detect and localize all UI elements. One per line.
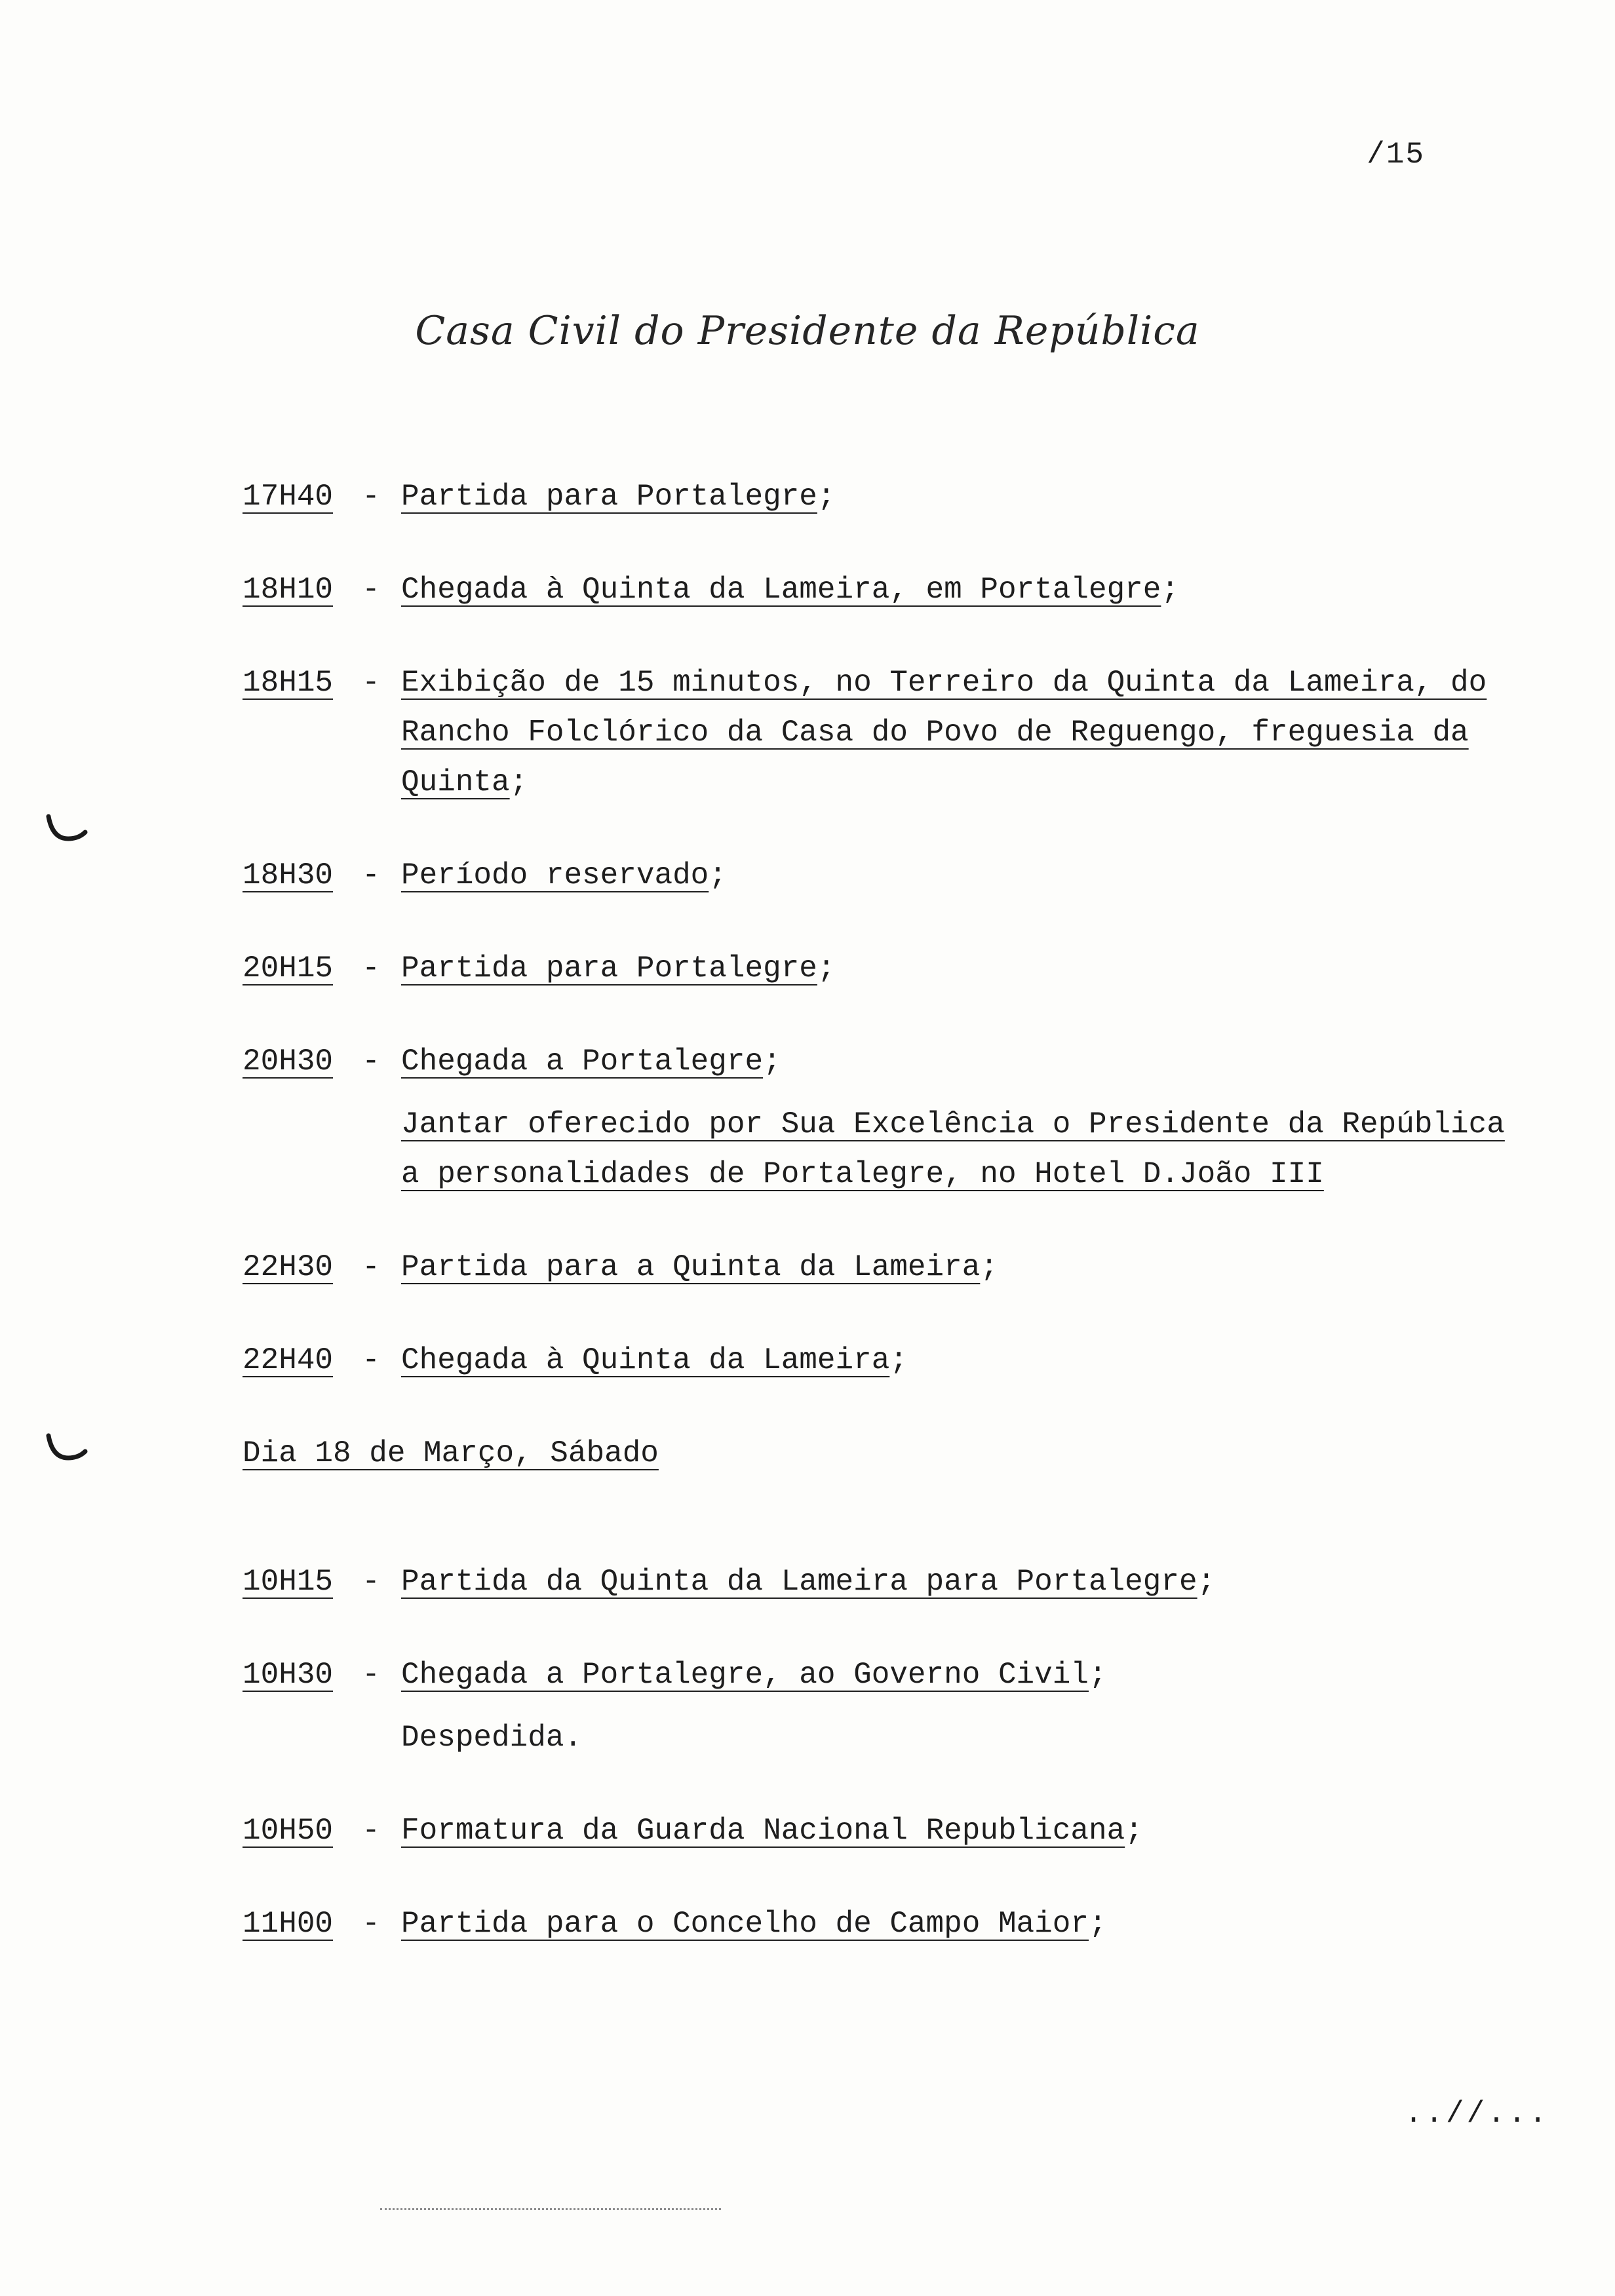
entry-text: Chegada à Quinta da Lameira — [401, 1343, 890, 1377]
schedule-entry — [243, 472, 1527, 522]
entry-time: 18H30 — [243, 858, 334, 892]
schedule — [243, 472, 1527, 1992]
entry-separator: - — [362, 480, 380, 514]
continuation-mark: ..//... — [1404, 2097, 1549, 2131]
entry-separator: - — [362, 573, 380, 607]
entry-text: Formatura da Guarda Nacional Republicana — [401, 1814, 1125, 1848]
entry-end: ; — [1197, 1565, 1216, 1599]
schedule-entry — [243, 1806, 1527, 1856]
entry-end: ; — [709, 858, 727, 892]
entry-text: Chegada à Quinta da Lameira, em Portalegre — [401, 573, 1161, 607]
pencil-check-mark-icon — [45, 1432, 90, 1463]
page-number: /15 — [1367, 138, 1425, 172]
entry-end: ; — [1088, 1658, 1107, 1692]
entry-time: 20H30 — [243, 1044, 334, 1079]
dinner-note — [243, 1100, 1527, 1199]
entry-text: Partida para a Quinta da Lameira — [401, 1250, 981, 1284]
schedule-entry — [243, 1899, 1527, 1949]
entry-end: ; — [1088, 1907, 1107, 1941]
day-heading-text: Dia 18 de Março, Sábado — [243, 1436, 659, 1470]
entry-time: 17H40 — [243, 480, 334, 514]
entry-time: 10H50 — [243, 1814, 334, 1848]
entry-text: Exibição de 15 minutos, no Terreiro da Quinta da Lameira, do Rancho Folclórico da Casa do Povo de Reguengo, freguesia da Quinta — [401, 666, 1487, 799]
entry-text: Chegada a Portalegre — [401, 1044, 764, 1079]
entry-end: ; — [889, 1343, 908, 1377]
entry-end: ; — [763, 1044, 781, 1079]
entry-separator: - — [362, 1044, 380, 1079]
entry-text: Período reservado — [401, 858, 709, 892]
entry-end: ; — [817, 951, 836, 985]
entry-separator: - — [362, 1250, 380, 1284]
entry-end: ; — [1125, 1814, 1143, 1848]
entry-separator: - — [362, 1907, 380, 1941]
entry-separator: - — [362, 1814, 380, 1848]
schedule-entry — [243, 1242, 1527, 1292]
entry-time: 22H30 — [243, 1250, 334, 1284]
entry-separator: - — [362, 858, 380, 892]
entry-end: ; — [817, 480, 836, 514]
letterhead: Casa Civil do Presidente da República — [415, 308, 1200, 354]
entry-separator: - — [362, 951, 380, 985]
entry-separator: - — [362, 1565, 380, 1599]
entry-text: Chegada a Portalegre, ao Governo Civil — [401, 1658, 1089, 1692]
entry-text: Partida da Quinta da Lameira para Portalegre — [401, 1565, 1197, 1599]
entry-text: Partida para o Concelho de Campo Maior — [401, 1907, 1089, 1941]
entry-time: 10H15 — [243, 1565, 334, 1599]
entry-text: Partida para Portalegre — [401, 951, 817, 985]
entry-end: ; — [980, 1250, 998, 1284]
pencil-check-mark-icon — [45, 813, 90, 844]
schedule-entry — [243, 944, 1527, 993]
entry-time: 10H30 — [243, 1658, 334, 1692]
schedule-entry — [243, 565, 1527, 615]
entry-time: 20H15 — [243, 951, 334, 985]
entry-text: Partida para Portalegre — [401, 480, 817, 514]
dinner-note-text: Jantar oferecido por Sua Excelência o Presidente da República a personalidades de Portalegre, no Hotel D.João III — [401, 1107, 1505, 1191]
schedule-entry — [243, 1037, 1527, 1086]
entry-separator: - — [362, 1343, 380, 1377]
schedule-entry — [243, 658, 1527, 807]
entry-end: ; — [1161, 573, 1179, 607]
entry-time: 18H10 — [243, 573, 334, 607]
entry-time: 18H15 — [243, 666, 334, 700]
farewell-note: Despedida. — [401, 1721, 583, 1755]
entry-separator: - — [362, 1658, 380, 1692]
schedule-entry — [243, 1557, 1527, 1607]
entry-time: 11H00 — [243, 1907, 334, 1941]
schedule-entry — [243, 1335, 1527, 1385]
schedule-entry — [243, 851, 1527, 900]
entry-time: 22H40 — [243, 1343, 334, 1377]
entry-separator: - — [362, 666, 380, 700]
day-heading — [243, 1428, 1527, 1478]
footer-divider — [380, 2208, 721, 2210]
schedule-entry — [243, 1650, 1527, 1700]
entry-end: ; — [509, 765, 528, 799]
